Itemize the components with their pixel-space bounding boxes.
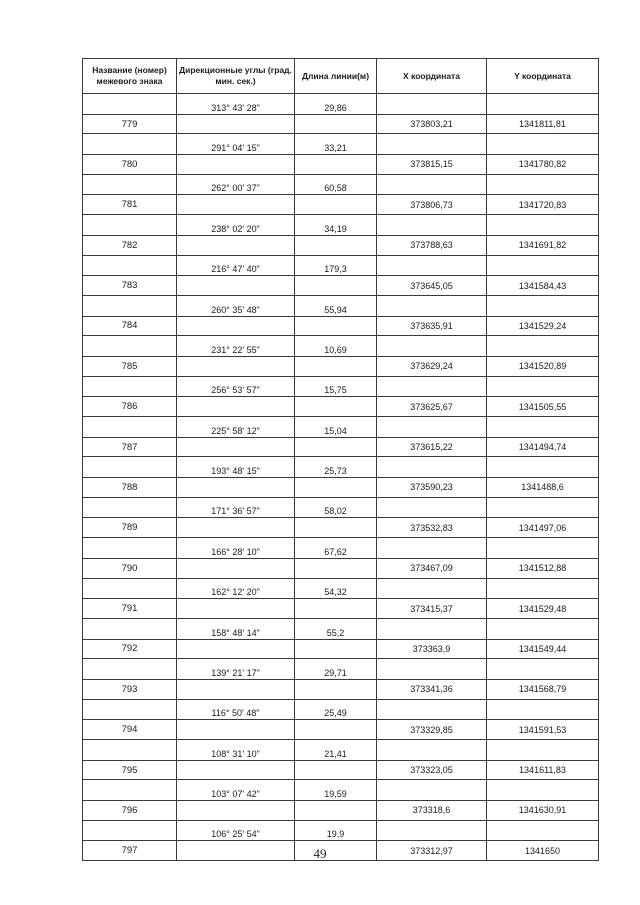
cell-direction-angle <box>177 437 295 457</box>
table-row-segment <box>83 336 599 357</box>
cell-marker-name <box>83 336 177 357</box>
table-row-point <box>83 599 599 619</box>
cell-direction-angle <box>177 558 295 578</box>
cell-marker-name <box>83 457 177 478</box>
cell-marker-name: 784 <box>83 316 177 336</box>
cell-y-coordinate: 1341591,53 <box>487 720 599 740</box>
cell-x-coordinate: 373803,21 <box>377 114 487 134</box>
cell-x-coordinate: 373532,83 <box>377 518 487 538</box>
cell-direction-angle <box>177 801 295 821</box>
cell-direction-angle: 158° 48' 14" <box>177 618 295 639</box>
cell-x-coordinate: 373415,37 <box>377 599 487 619</box>
cell-marker-name <box>83 417 177 438</box>
cell-direction-angle: 139° 21' 17" <box>177 659 295 680</box>
cell-x-coordinate: 373341,36 <box>377 679 487 699</box>
cell-line-length <box>295 801 377 821</box>
table-row-segment <box>83 376 599 397</box>
cell-line-length: 34,19 <box>295 215 377 236</box>
cell-y-coordinate <box>487 497 599 518</box>
cell-y-coordinate <box>487 457 599 478</box>
cell-marker-name: 786 <box>83 397 177 417</box>
cell-x-coordinate: 373312,97 <box>377 841 487 861</box>
table-row-segment <box>83 174 599 195</box>
cell-x-coordinate <box>377 659 487 680</box>
cell-x-coordinate <box>377 538 487 559</box>
cell-x-coordinate <box>377 780 487 801</box>
cell-direction-angle: 238° 02' 20" <box>177 215 295 236</box>
cell-marker-name: 792 <box>83 639 177 659</box>
cell-line-length <box>295 478 377 498</box>
cell-x-coordinate <box>377 94 487 115</box>
table-row-point <box>83 235 599 255</box>
cell-line-length <box>295 720 377 740</box>
cell-line-length <box>295 195 377 215</box>
cell-line-length: 55,2 <box>295 618 377 639</box>
cell-marker-name <box>83 780 177 801</box>
cell-direction-angle: 106° 25' 54" <box>177 820 295 841</box>
cell-y-coordinate <box>487 740 599 761</box>
cell-marker-name: 795 <box>83 760 177 780</box>
cell-x-coordinate <box>377 174 487 195</box>
cell-line-length: 55,94 <box>295 295 377 316</box>
cell-marker-name: 791 <box>83 599 177 619</box>
cell-x-coordinate: 373467,09 <box>377 558 487 578</box>
cell-y-coordinate: 1341488,6 <box>487 478 599 498</box>
cell-marker-name <box>83 295 177 316</box>
cell-marker-name <box>83 174 177 195</box>
cell-y-coordinate: 1341811,81 <box>487 114 599 134</box>
cell-y-coordinate: 1341630,91 <box>487 801 599 821</box>
cell-direction-angle: 260° 35' 48" <box>177 295 295 316</box>
cell-y-coordinate: 1341720,83 <box>487 195 599 215</box>
coordinates-table <box>82 58 599 861</box>
cell-marker-name: 781 <box>83 195 177 215</box>
cell-line-length: 15,04 <box>295 417 377 438</box>
table-row-segment <box>83 94 599 115</box>
cell-direction-angle <box>177 316 295 336</box>
cell-direction-angle <box>177 114 295 134</box>
cell-y-coordinate: 1341549,44 <box>487 639 599 659</box>
cell-y-coordinate <box>487 295 599 316</box>
cell-line-length <box>295 235 377 255</box>
cell-marker-name: 790 <box>83 558 177 578</box>
cell-line-length: 15,75 <box>295 376 377 397</box>
cell-line-length: 58,02 <box>295 497 377 518</box>
table-row-segment <box>83 659 599 680</box>
table-row-point <box>83 114 599 134</box>
cell-y-coordinate: 1341780,82 <box>487 155 599 175</box>
cell-y-coordinate: 1341497,06 <box>487 518 599 538</box>
cell-x-coordinate: 373615,22 <box>377 437 487 457</box>
cell-marker-name: 789 <box>83 518 177 538</box>
cell-x-coordinate <box>377 336 487 357</box>
cell-x-coordinate <box>377 578 487 599</box>
cell-line-length: 25,73 <box>295 457 377 478</box>
cell-line-length <box>295 437 377 457</box>
cell-y-coordinate <box>487 659 599 680</box>
cell-marker-name <box>83 215 177 236</box>
table-row-point <box>83 478 599 498</box>
cell-marker-name <box>83 740 177 761</box>
cell-y-coordinate: 1341568,79 <box>487 679 599 699</box>
cell-marker-name: 787 <box>83 437 177 457</box>
cell-y-coordinate <box>487 215 599 236</box>
cell-marker-name: 793 <box>83 679 177 699</box>
cell-marker-name <box>83 94 177 115</box>
cell-direction-angle: 162° 12' 20" <box>177 578 295 599</box>
cell-x-coordinate: 373629,24 <box>377 356 487 376</box>
cell-direction-angle: 116° 50' 48" <box>177 699 295 720</box>
table-row-segment <box>83 618 599 639</box>
cell-line-length <box>295 599 377 619</box>
cell-x-coordinate <box>377 255 487 276</box>
cell-line-length <box>295 155 377 175</box>
table-row-point <box>83 195 599 215</box>
cell-y-coordinate: 1341529,24 <box>487 316 599 336</box>
table-row-point <box>83 760 599 780</box>
cell-marker-name: 785 <box>83 356 177 376</box>
cell-x-coordinate: 373635,91 <box>377 316 487 336</box>
cell-x-coordinate: 373318,6 <box>377 801 487 821</box>
cell-line-length <box>295 397 377 417</box>
table-row-point <box>83 437 599 457</box>
cell-direction-angle: 166° 28' 10" <box>177 538 295 559</box>
cell-line-length <box>295 760 377 780</box>
cell-y-coordinate <box>487 578 599 599</box>
cell-x-coordinate <box>377 820 487 841</box>
cell-line-length <box>295 316 377 336</box>
table-row-segment <box>83 295 599 316</box>
cell-x-coordinate <box>377 457 487 478</box>
cell-direction-angle: 103° 07' 42" <box>177 780 295 801</box>
cell-direction-angle: 225° 58' 12" <box>177 417 295 438</box>
cell-direction-angle <box>177 679 295 699</box>
cell-marker-name: 780 <box>83 155 177 175</box>
cell-marker-name <box>83 659 177 680</box>
cell-y-coordinate <box>487 174 599 195</box>
cell-y-coordinate: 1341529,48 <box>487 599 599 619</box>
table-header-row <box>83 59 599 94</box>
cell-direction-angle <box>177 720 295 740</box>
cell-x-coordinate: 373625,67 <box>377 397 487 417</box>
cell-y-coordinate <box>487 538 599 559</box>
table-row-segment <box>83 134 599 155</box>
cell-marker-name <box>83 255 177 276</box>
header-x-coordinate: X координата <box>377 59 487 94</box>
cell-y-coordinate: 1341520,89 <box>487 356 599 376</box>
cell-direction-angle <box>177 155 295 175</box>
cell-marker-name <box>83 820 177 841</box>
cell-marker-name: 783 <box>83 276 177 296</box>
cell-x-coordinate <box>377 497 487 518</box>
cell-line-length: 60,58 <box>295 174 377 195</box>
cell-direction-angle <box>177 639 295 659</box>
cell-marker-name: 794 <box>83 720 177 740</box>
cell-marker-name: 782 <box>83 235 177 255</box>
cell-direction-angle <box>177 478 295 498</box>
cell-y-coordinate <box>487 94 599 115</box>
header-direction-angle: Дирекционные углы (град. мин. сек.) <box>177 59 295 94</box>
cell-x-coordinate: 373806,73 <box>377 195 487 215</box>
cell-y-coordinate <box>487 336 599 357</box>
cell-direction-angle <box>177 276 295 296</box>
cell-direction-angle: 291° 04' 15" <box>177 134 295 155</box>
cell-line-length <box>295 276 377 296</box>
table-row-point <box>83 397 599 417</box>
cell-y-coordinate: 1341611,83 <box>487 760 599 780</box>
cell-y-coordinate: 1341505,55 <box>487 397 599 417</box>
cell-direction-angle <box>177 356 295 376</box>
cell-y-coordinate <box>487 780 599 801</box>
cell-marker-name: 796 <box>83 801 177 821</box>
cell-x-coordinate <box>377 618 487 639</box>
cell-direction-angle <box>177 518 295 538</box>
cell-line-length <box>295 558 377 578</box>
table-row-point <box>83 155 599 175</box>
cell-direction-angle: 193° 48' 15" <box>177 457 295 478</box>
header-y-coordinate: Y координата <box>487 59 599 94</box>
table-row-segment <box>83 255 599 276</box>
cell-y-coordinate: 1341512,88 <box>487 558 599 578</box>
cell-direction-angle: 256° 53' 57" <box>177 376 295 397</box>
cell-direction-angle <box>177 599 295 619</box>
cell-direction-angle: 108° 31' 10" <box>177 740 295 761</box>
cell-marker-name: 788 <box>83 478 177 498</box>
table-row-point <box>83 316 599 336</box>
cell-x-coordinate: 373788,63 <box>377 235 487 255</box>
cell-x-coordinate: 373363,9 <box>377 639 487 659</box>
table-row-point <box>83 801 599 821</box>
cell-y-coordinate <box>487 417 599 438</box>
cell-line-length: 19,59 <box>295 780 377 801</box>
cell-line-length <box>295 679 377 699</box>
cell-direction-angle <box>177 235 295 255</box>
cell-x-coordinate: 373329,85 <box>377 720 487 740</box>
cell-line-length: 33,21 <box>295 134 377 155</box>
table-row-point <box>83 356 599 376</box>
table-row-point <box>83 679 599 699</box>
cell-y-coordinate: 1341691,82 <box>487 235 599 255</box>
cell-y-coordinate <box>487 699 599 720</box>
cell-line-length: 29,86 <box>295 94 377 115</box>
cell-marker-name <box>83 699 177 720</box>
cell-y-coordinate <box>487 255 599 276</box>
cell-line-length: 25,49 <box>295 699 377 720</box>
cell-x-coordinate <box>377 699 487 720</box>
table-row-segment <box>83 538 599 559</box>
cell-line-length <box>295 356 377 376</box>
cell-direction-angle <box>177 760 295 780</box>
cell-y-coordinate: 1341650 <box>487 841 599 861</box>
cell-marker-name <box>83 578 177 599</box>
cell-direction-angle: 216° 47' 40" <box>177 255 295 276</box>
cell-y-coordinate <box>487 134 599 155</box>
table-row-segment <box>83 215 599 236</box>
cell-direction-angle: 171° 36' 57" <box>177 497 295 518</box>
table-row-segment <box>83 740 599 761</box>
cell-line-length <box>295 114 377 134</box>
table-row-point <box>83 639 599 659</box>
cell-line-length: 179,3 <box>295 255 377 276</box>
cell-line-length: 54,32 <box>295 578 377 599</box>
cell-marker-name <box>83 618 177 639</box>
page-number: 49 <box>313 846 327 861</box>
cell-direction-angle <box>177 195 295 215</box>
cell-x-coordinate <box>377 134 487 155</box>
table-row-segment <box>83 699 599 720</box>
cell-line-length <box>295 639 377 659</box>
cell-y-coordinate <box>487 618 599 639</box>
cell-marker-name <box>83 134 177 155</box>
cell-x-coordinate: 373590,23 <box>377 478 487 498</box>
cell-marker-name: 797 <box>83 841 177 861</box>
cell-line-length: 21,41 <box>295 740 377 761</box>
table-row-segment <box>83 820 599 841</box>
table-row-point <box>83 720 599 740</box>
cell-direction-angle: 262° 00' 37" <box>177 174 295 195</box>
cell-x-coordinate <box>377 740 487 761</box>
cell-x-coordinate: 373323,05 <box>377 760 487 780</box>
header-line-length: Длина линии(м) <box>295 59 377 94</box>
cell-x-coordinate: 373645,05 <box>377 276 487 296</box>
cell-y-coordinate <box>487 376 599 397</box>
cell-direction-angle <box>177 397 295 417</box>
cell-y-coordinate: 1341584,43 <box>487 276 599 296</box>
cell-marker-name <box>83 538 177 559</box>
table-row-point <box>83 518 599 538</box>
cell-x-coordinate <box>377 295 487 316</box>
table-row-point <box>83 276 599 296</box>
cell-marker-name <box>83 376 177 397</box>
cell-x-coordinate <box>377 417 487 438</box>
cell-x-coordinate <box>377 376 487 397</box>
table-row-segment <box>83 457 599 478</box>
cell-line-length: 10,69 <box>295 336 377 357</box>
table-body <box>83 94 599 861</box>
cell-marker-name <box>83 497 177 518</box>
cell-y-coordinate: 1341494,74 <box>487 437 599 457</box>
table-row-segment <box>83 780 599 801</box>
cell-y-coordinate <box>487 820 599 841</box>
cell-x-coordinate: 373815,15 <box>377 155 487 175</box>
table-row-point <box>83 558 599 578</box>
cell-line-length: 29,71 <box>295 659 377 680</box>
cell-marker-name: 779 <box>83 114 177 134</box>
cell-line-length: 19,9 <box>295 820 377 841</box>
cell-line-length <box>295 518 377 538</box>
table-row-segment <box>83 417 599 438</box>
header-marker-name: Название (номер) межевого знака <box>83 59 177 94</box>
cell-x-coordinate <box>377 215 487 236</box>
cell-direction-angle: 231° 22' 55" <box>177 336 295 357</box>
table-row-segment <box>83 497 599 518</box>
table-row-segment <box>83 578 599 599</box>
cell-line-length: 67,62 <box>295 538 377 559</box>
cell-direction-angle: 313° 43' 28" <box>177 94 295 115</box>
